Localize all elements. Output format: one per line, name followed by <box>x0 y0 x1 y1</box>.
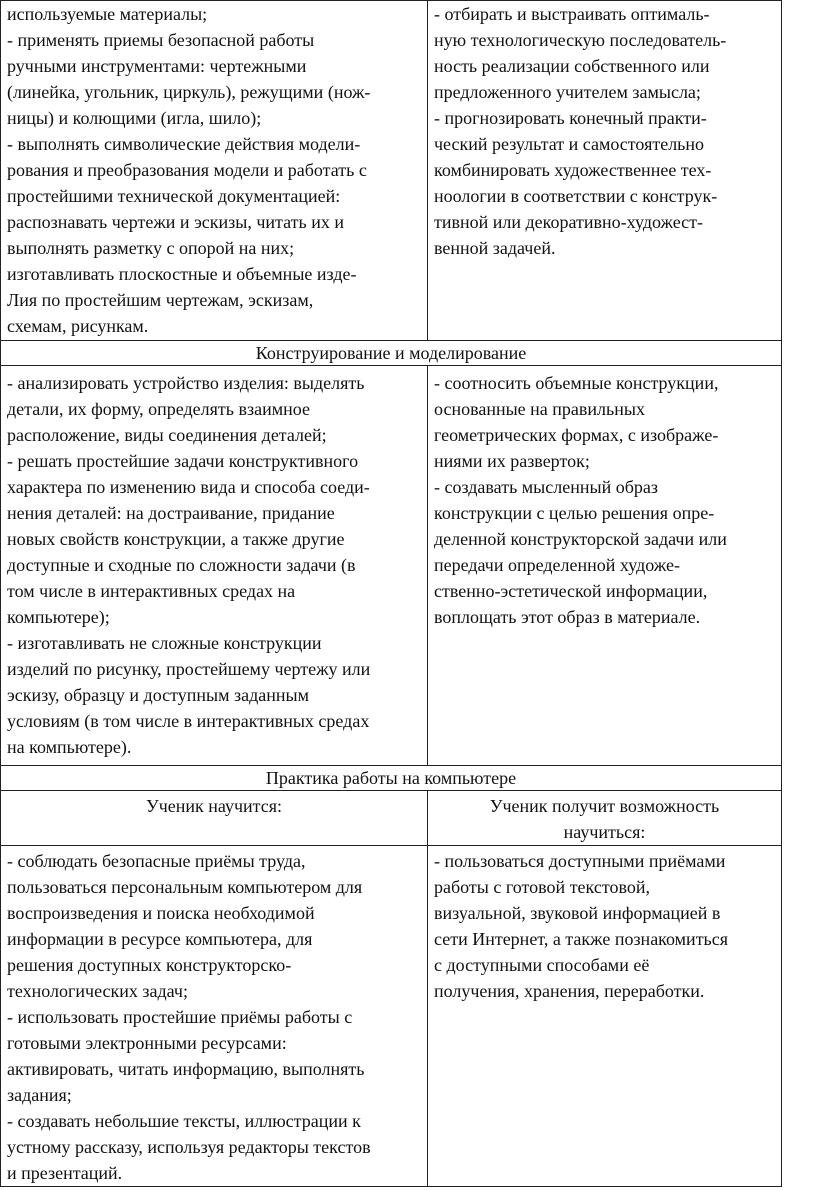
text-line: информации в ресурсе компьютера, для <box>7 929 313 949</box>
cell-will-have-opportunity <box>428 846 782 1187</box>
text-line: - изготавливать не сложные конструкции <box>7 633 322 653</box>
text-line: условиям (в том числе в интерактивных средах <box>7 711 370 731</box>
text-line: на компьютере). <box>7 737 132 757</box>
cell-will-learn <box>1 366 428 766</box>
text-block <box>434 370 775 630</box>
text-line: - решать простейшие задачи конструктивного <box>7 451 359 471</box>
text-line: том числе в интерактивных средах на <box>7 581 296 601</box>
text-block <box>7 1 421 339</box>
text-line: рования и преобразования модели и работать с <box>7 160 367 180</box>
text-line: ческий результат и самостоятельно <box>434 134 705 154</box>
column-header-will-have-opportunity <box>428 791 782 846</box>
cell-will-learn <box>1 846 428 1187</box>
text-line: - анализировать устройство изделия: выделять <box>7 373 365 393</box>
text-line: схемам, рисункам. <box>7 316 149 336</box>
text-line: задания; <box>7 1085 72 1105</box>
text-line: новых свойств конструкции, а также другие <box>7 529 345 549</box>
text-line: ницы) и колющими (игла, шило); <box>7 108 262 128</box>
cell-will-learn <box>1 1 428 341</box>
text-line: венной задачей. <box>434 238 556 258</box>
text-line: предложенного учителем замысла; <box>434 82 701 102</box>
text-line: выполнять разметку с опорой на них; <box>7 238 295 258</box>
text-line: простейшими технической документацией: <box>7 186 341 206</box>
section-row <box>1 341 782 366</box>
text-line: работы с готовой текстовой, <box>434 877 650 897</box>
text-line: воплощать этот образ в материале. <box>434 607 701 627</box>
text-line: - соблюдать безопасные приёмы труда, <box>7 851 306 871</box>
text-line: с доступными способами её <box>434 955 650 975</box>
text-line: расположение, виды соединения деталей; <box>7 425 327 445</box>
text-block <box>7 370 421 760</box>
text-line: - прогнозировать конечный практи- <box>434 108 707 128</box>
text-line: получения, хранения, переработки. <box>434 981 705 1001</box>
text-line: распознавать чертежи и эскизы, читать их и <box>7 212 344 232</box>
text-line: ную технологическую последователь- <box>434 30 727 50</box>
text-line: ноологии в соответствии с конструк- <box>434 186 718 206</box>
text-line: используемые материалы; <box>7 4 208 24</box>
text-line: конструкции с целью решения опре- <box>434 503 715 523</box>
text-line: эскизу, образцу и доступным заданным <box>7 685 310 705</box>
text-line: (линейка, угольник, циркуль), режущими (нож- <box>7 82 371 102</box>
text-line: - выполнять символические действия модели- <box>7 134 361 154</box>
text-line: передачи определенной художе- <box>434 555 680 575</box>
text-line: доступные и сходные по сложности задачи (в <box>7 555 356 575</box>
table-row <box>1 1 782 341</box>
text-line: готовыми электронными ресурсами: <box>7 1033 287 1053</box>
text-line: геометрических формах, с изображе- <box>434 425 719 445</box>
text-line: устному рассказу, используя редакторы текстов <box>7 1137 371 1157</box>
text-line: - соотносить объемные конструкции, <box>434 373 719 393</box>
text-line: - создавать мысленный образ <box>434 477 658 497</box>
text-line: - пользоваться доступными приёмами <box>434 851 726 871</box>
table-row <box>1 366 782 766</box>
text-line: ручными инструментами: чертежными <box>7 56 307 76</box>
text-line: - использовать простейшие приёмы работы с <box>7 1007 353 1027</box>
text-line: Лия по простейшим чертежам, эскизам, <box>7 290 314 310</box>
text-line: решения доступных конструкторско- <box>7 955 292 975</box>
header-line: научиться: <box>563 822 646 842</box>
text-line: деленной конструкторской задачи или <box>434 529 727 549</box>
text-line: визуальной, звуковой информацией в <box>434 903 721 923</box>
text-line: детали, их форму, определять взаимное <box>7 399 310 419</box>
section-heading-computer: Практика работы на компьютере <box>1 766 782 791</box>
section-row <box>1 766 782 791</box>
header-line: Ученик получит возможность <box>489 796 720 816</box>
section-heading-construction: Конструирование и моделирование <box>1 341 782 366</box>
text-line: ность реализации собственного или <box>434 56 710 76</box>
text-line: комбинировать художественнее тех- <box>434 160 712 180</box>
text-line: компьютере); <box>7 607 110 627</box>
cell-will-have-opportunity <box>428 366 782 766</box>
text-line: основанные на правильных <box>434 399 645 419</box>
text-line: технологических задач; <box>7 981 188 1001</box>
text-line: - создавать небольшие тексты, иллюстрации к <box>7 1111 361 1131</box>
text-line: - применять приемы безопасной работы <box>7 30 315 50</box>
text-line: - отбирать и выстраивать оптималь- <box>434 4 710 24</box>
text-line: активировать, читать информацию, выполнять <box>7 1059 365 1079</box>
text-line: изготавливать плоскостные и объемные изде- <box>7 264 357 284</box>
text-block <box>434 848 775 1004</box>
text-line: ственно-эстетической информации, <box>434 581 708 601</box>
text-line: воспроизведения и поиска необходимой <box>7 903 315 923</box>
text-block <box>7 848 421 1186</box>
column-header-row <box>1 791 782 846</box>
table-row <box>1 846 782 1187</box>
text-block <box>434 1 775 261</box>
text-line: пользоваться персональным компьютером для <box>7 877 363 897</box>
text-line: изделий по рисунку, простейшему чертежу или <box>7 659 371 679</box>
column-header-will-learn: Ученик научится: <box>1 791 428 846</box>
text-line: характера по изменению вида и способа соеди- <box>7 477 370 497</box>
text-line: тивной или декоративно-художест- <box>434 212 704 232</box>
text-line: и презентаций. <box>7 1163 123 1183</box>
cell-will-have-opportunity <box>428 1 782 341</box>
text-line: ниями их разверток; <box>434 451 590 471</box>
text-line: нения деталей: на достраивание, придание <box>7 503 335 523</box>
text-line: сети Интернет, а также познакомиться <box>434 929 729 949</box>
